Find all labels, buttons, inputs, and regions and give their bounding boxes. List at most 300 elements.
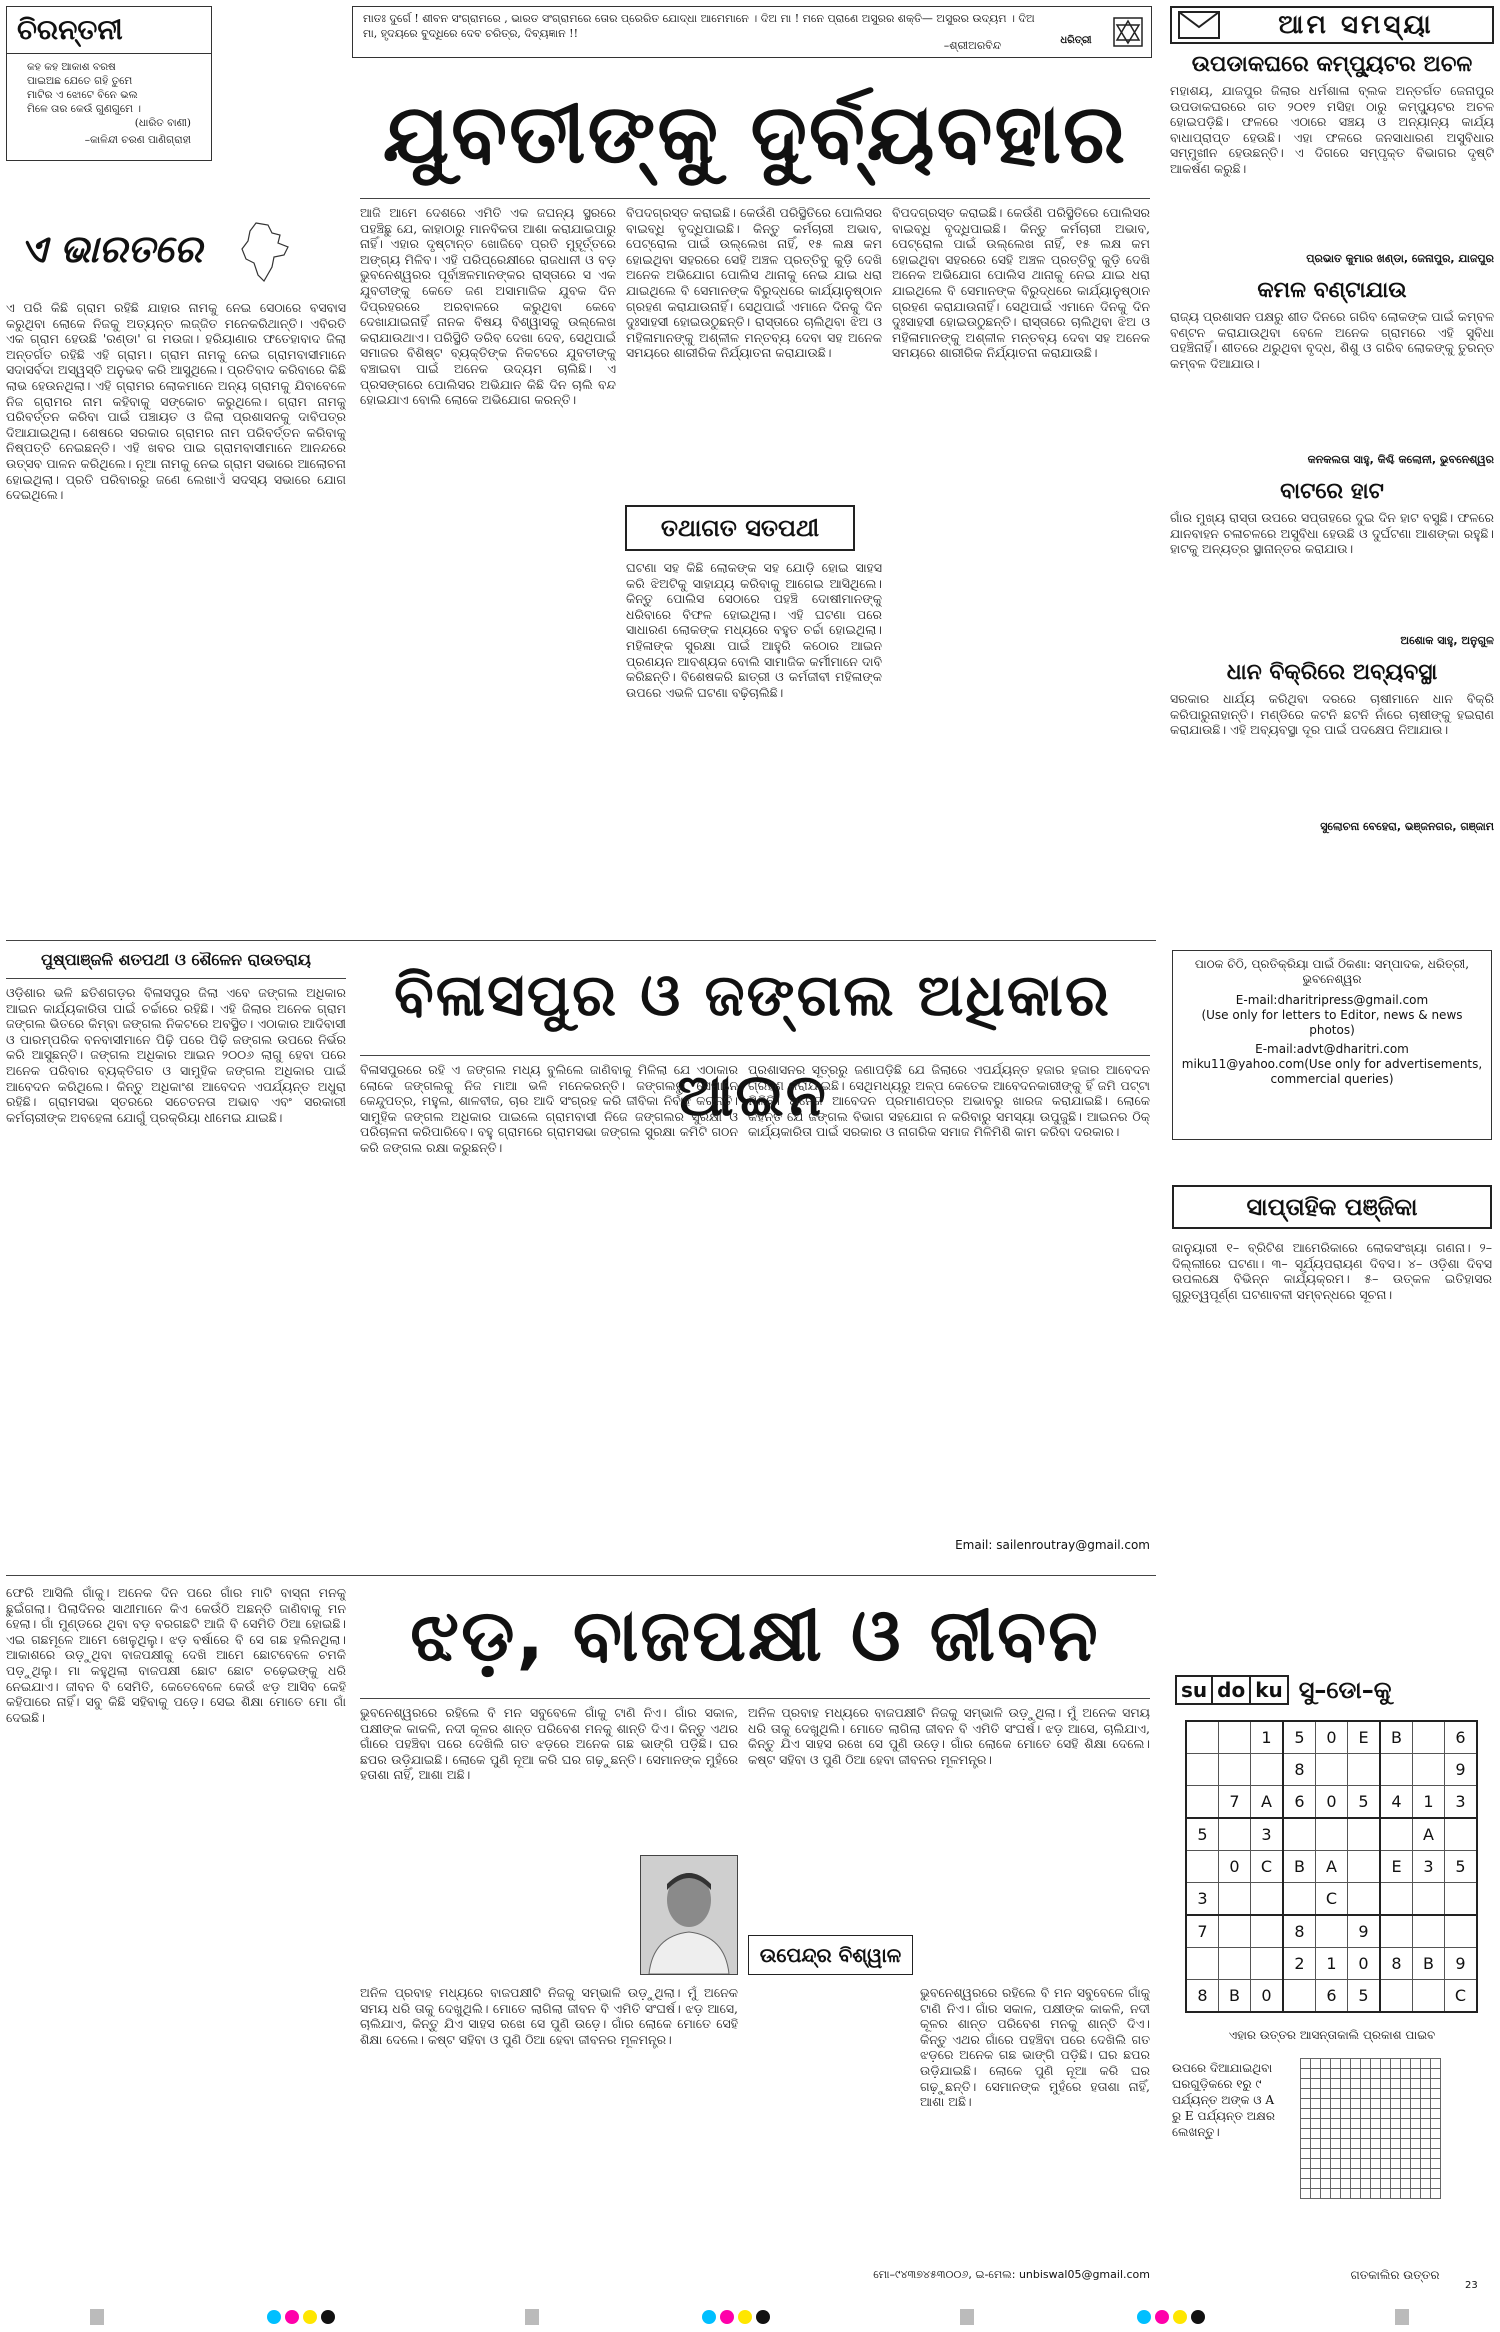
sudoku-cell: [1251, 1948, 1284, 1980]
answer-cell: [1401, 2129, 1411, 2139]
answer-cell: [1341, 2189, 1351, 2199]
answer-cell: [1411, 2079, 1421, 2089]
answer-cell: [1361, 2109, 1371, 2119]
answer-cell: [1351, 2119, 1361, 2129]
pushpanjali-byline: ପୁଷ୍ପାଞ୍ଜଳି ଶତପଥୀ ଓ ଶୈଳେନ ରାଉତରାୟ: [41, 950, 311, 969]
answer-cell: [1371, 2179, 1381, 2189]
chirantani-line: କହ କହ ଆକାଶ ବରଷ: [27, 61, 116, 73]
answer-cell: [1431, 2089, 1441, 2099]
answer-cell: [1351, 2179, 1361, 2189]
answer-cell: [1331, 2139, 1341, 2149]
lead-headline: ଯୁବତୀଙ୍କୁ ଦୁର୍ବ୍ୟବହାର: [382, 87, 1128, 182]
answer-cell: [1301, 2069, 1311, 2079]
answer-cell: [1321, 2099, 1331, 2109]
answer-cell: [1301, 2159, 1311, 2169]
answer-cell: [1401, 2059, 1411, 2069]
answer-row: [1301, 2059, 1441, 2069]
answer-cell: [1431, 2099, 1441, 2109]
answer-cell: [1311, 2139, 1321, 2149]
answer-cell: [1361, 2189, 1371, 2199]
answer-cell: [1301, 2059, 1311, 2069]
jhada-footer: ମୋ–୯୪୩୭୪୫୩୦୦୬, ଇ-ମେଲ: unbiswal05@gmail.com: [873, 2268, 1150, 2281]
sudoku-cell: 9: [1445, 1948, 1478, 1980]
answer-cell: [1341, 2159, 1351, 2169]
item4-title: ଧାନ ବିକ୍ରିରେ ଅବ୍ୟବସ୍ଥା: [1226, 660, 1438, 685]
answer-cell: [1341, 2109, 1351, 2119]
answer-cell: [1331, 2169, 1341, 2179]
sudoku-cell: 5: [1186, 1818, 1219, 1851]
answer-cell: [1421, 2109, 1431, 2119]
sudoku-cell: 6: [1316, 1980, 1348, 2013]
gray-block: [90, 2309, 104, 2325]
sudoku-cell: [1219, 1915, 1251, 1948]
answer-cell: [1361, 2169, 1371, 2179]
answer-cell: [1431, 2159, 1441, 2169]
sudoku-cell: [1348, 1851, 1381, 1883]
answer-cell: [1331, 2179, 1341, 2189]
answer-cell: [1311, 2149, 1321, 2159]
sudoku-cell: 6: [1445, 1721, 1478, 1754]
answer-cell: [1421, 2059, 1431, 2069]
sudoku-cell: [1348, 1883, 1381, 1916]
answer-cell: [1351, 2129, 1361, 2139]
answer-cell: [1371, 2169, 1381, 2179]
lead-body-col2b: ଘଟଣା ସହ କିଛି ଲୋକଙ୍କ ସହ ଯୋଡ଼ି ହୋଇ ସାହସ କରି ଝିଅଟିକୁ ସାହାଯ୍ୟ କରିବାକୁ ଆଗେଇ ଆସିଥିଲେ। କିନ୍ତୁ ପୋଲିସ ସେଠାରେ ପହଞ୍ଚି ଦୋଷୀମାନଙ୍କୁ ଧରିବାରେ ବିଫଳ ହୋଇଥିଲା। ଏହି ଘଟଣା ପରେ ସାଧାରଣ ଲୋକଙ୍କ ମଧ୍ୟରେ ବହୁତ ଚର୍ଚ୍ଚା ହୋଇଥିଲା। ମହିଳାଙ୍କ ସୁରକ୍ଷା ପାଇଁ ଆହୁରି କଠୋର ଆଇନ ପ୍ରଣୟନ ଆବଶ୍ୟକ ବୋଲି ସାମାଜିକ କର୍ମୀମାନେ ଦାବି କରିଛନ୍ତି। ବିଶେଷକରି ଛାତ୍ରୀ ଓ କର୍ମଜୀବୀ ମହିଳାଙ୍କ ଉପରେ ଏଭଳି ଘଟଣା ବଢ଼ିଚାଲିଛି।: [626, 560, 882, 700]
answer-cell: [1391, 2069, 1401, 2079]
sudoku-title-ku: ku: [1251, 1675, 1289, 1705]
author-name-box: [748, 1935, 913, 1975]
answer-cell: [1321, 2119, 1331, 2129]
answer-cell: [1331, 2109, 1341, 2119]
answer-cell: [1361, 2119, 1371, 2129]
sudoku-cell: [1445, 1915, 1478, 1948]
sudoku-cell: 0: [1316, 1721, 1348, 1754]
answer-cell: [1411, 2069, 1421, 2079]
answer-cell: [1411, 2129, 1421, 2139]
answer-cell: [1431, 2189, 1441, 2199]
ebharat-header: [6, 215, 346, 295]
jhada-divider: [360, 1698, 1150, 1699]
answer-cell: [1401, 2189, 1411, 2199]
sudoku-cell: 0: [1348, 1948, 1381, 1980]
answer-cell: [1421, 2169, 1431, 2179]
answer-cell: [1371, 2139, 1381, 2149]
panjika-body: ଜାନୁୟାରୀ ୧– ବ୍ରିଟିଶ ଆମେରିକାରେ ଲୋକସଂଖ୍ୟା ଗଣନା। ୨– ଦିଲ୍ଲୀରେ ଘଟଣା। ୩– ସୂର୍ଯ୍ୟପରାୟଣ ଦିବସ। ୪– ଓଡ଼ିଶା ଦିବସ ଉପଲକ୍ଷେ ବିଭିନ୍ନ କାର୍ଯ୍ୟକ୍ରମ। ୫– ଉତ୍କଳ ଇତିହାସର ଗୁରୁତ୍ୱପୂର୍ଣ୍ଣ ଘଟଣାବଳୀ ସମ୍ବନ୍ଧରେ ସୂଚନା।: [1172, 1240, 1492, 1302]
answer-cell: [1361, 2099, 1371, 2109]
answer-cell: [1331, 2119, 1341, 2129]
sudoku-title-or: ସୁ–ଡୋ–କୁ: [1298, 1676, 1392, 1704]
answer-cell: [1401, 2099, 1411, 2109]
answer-cell: [1341, 2079, 1351, 2089]
answer-cell: [1331, 2159, 1341, 2169]
answer-cell: [1381, 2129, 1391, 2139]
sudoku-cell: [1413, 1915, 1445, 1948]
author-name: ଉପେନ୍ଦ୍ର ବିଶ୍ୱାଳ: [759, 1943, 902, 1967]
lead-divider: [360, 198, 1150, 199]
answer-cell: [1321, 2109, 1331, 2119]
answer-cell: [1301, 2189, 1311, 2199]
sudoku-cell: 3: [1251, 1818, 1284, 1851]
answer-cell: [1321, 2129, 1331, 2139]
bilaspur-headline: ବିଳାସପୁର ଓ ଜଙ୍ଗଲ ଅଧିକାର ଆଇନ: [394, 961, 1111, 1129]
answer-cell: [1401, 2079, 1411, 2089]
answer-cell: [1361, 2149, 1371, 2159]
sudoku-row: [1186, 1883, 1477, 1916]
sudoku-cell: [1186, 1948, 1219, 1980]
answer-cell: [1431, 2079, 1441, 2089]
answer-cell: [1371, 2099, 1381, 2109]
answer-cell: [1321, 2069, 1331, 2079]
answer-cell: [1421, 2159, 1431, 2169]
sudoku-cell: [1380, 1754, 1413, 1786]
answer-cell: [1361, 2089, 1371, 2099]
lead-body-col2: ବିପଦଗ୍ରସ୍ତ କରାଇଛି। କେଉଁଣି ପରିସ୍ଥିତିରେ ପୋଲିସର ବାଇବ୍ଧି ବୃଦ୍ଧିପାଇଛି। କିନ୍ତୁ କର୍ମଚାରୀ ଅଭାବ, ପେଟ୍ରୋଲ ପାଇଁ ଉଲ୍ଲେଖ ନାହିଁ, ୧୫ ଲକ୍ଷ କମ ହୋଇଥିବା ସହରରେ ସେହି ଅଞ୍ଚଳ ପ୍ରତ୍ତିବୁ କୁଡ଼ି ଦେଖି ଅନେକ ଅଭିଯୋଗ ପୋଲିସ ଥାନାକୁ ନେଇ ଯାଇ ଧରା ଯାଇଥିଲେ ବି ସେମାନଙ୍କ ବିରୁଦ୍ଧରେ କାର୍ଯ୍ୟାନୁଷ୍ଠାନ ଗ୍ରହଣ କରାଯାଉନାହିଁ। ସେଥିପାଇଁ ଏମାନେ ଦିନକୁ ଦିନ ଦୁଃସାହସୀ ହୋଇଉଠୁଛନ୍ତି। ରାସ୍ତାରେ ଚାଲିଥିବା ଝିଅ ଓ ମହିଳାମାନଙ୍କୁ ଅଶ୍ଳୀଳ ମନ୍ତବ୍ୟ ଦେବା ସହ ଅନେକ ସମୟରେ ଶାରୀରିକ ନିର୍ଯ୍ୟାତନା କରାଯାଉଛି।: [626, 205, 882, 361]
india-map-icon: [228, 219, 298, 289]
answer-cell: [1381, 2079, 1391, 2089]
panjika-title-box: [1172, 1185, 1492, 1229]
answer-cell: [1391, 2079, 1401, 2089]
chirantani-line: ମିଳେ ତାର କେଉଁ ଗୁଣଗୁମେ ।: [27, 103, 142, 115]
answer-cell: [1411, 2139, 1421, 2149]
answer-cell: [1401, 2179, 1411, 2189]
answer-cell: [1351, 2069, 1361, 2079]
sudoku-row: [1186, 1721, 1477, 1754]
answer-row: [1301, 2149, 1441, 2159]
answer-cell: [1391, 2139, 1401, 2149]
envelope-icon: [1178, 11, 1220, 39]
item3-sign: ଅଶୋକ ସାହୁ, ଅନୁଗୁଳ: [1400, 634, 1494, 647]
answer-cell: [1321, 2179, 1331, 2189]
sudoku-cell: B: [1219, 1980, 1251, 2013]
sudoku-cell: B: [1413, 1948, 1445, 1980]
answer-cell: [1351, 2159, 1361, 2169]
sudoku-cell: 1: [1316, 1948, 1348, 1980]
answer-cell: [1431, 2109, 1441, 2119]
answer-cell: [1391, 2159, 1401, 2169]
contact-box: [1172, 950, 1492, 1140]
answer-cell: [1391, 2119, 1401, 2129]
ebharat-title: ଏ ଭାରତରେ: [20, 227, 203, 271]
ebharat-body: ଏ ପରି କିଛି ଗ୍ରାମ ରହିଛି ଯାହାର ନାମକୁ ନେଇ ସେଠାରେ ବସବାସ କରୁଥିବା ଲୋକେ ନିଜକୁ ଅତ୍ୟନ୍ତ ଲଜ୍ଜିତ ମନେକରିଥାନ୍ତି। ଏବିରତି ଏକ ଗ୍ରାମ ହେଉଛି 'ରଣ୍ଡା' ଗ ମଉଜା। ହରିୟାଣାର ଫତେହାବାଦ ଜିଲା ଅନ୍ତର୍ଗତ ରହିଛି ଏହି ଗ୍ରାମ। ଗ୍ରାମ ନାମକୁ ନେଇ ଗ୍ରାମବାସୀମାନେ ସଦାସର୍ବଦା ଅସ୍ୱସ୍ତି ଅନୁଭବ କରି ଆସୁଥିଲେ। ପ୍ରତିବାଦ କରିବାରେ କିଛି ଲାଭ ହେଉନଥିଲା। ଏହି ଗ୍ରାମର ଲୋକମାନେ ଅନ୍ୟ ଗ୍ରାମକୁ ଯିବାବେଳେ ନିଜ ଗ୍ରାମର ନାମ କହିବାକୁ ସଙ୍କୋଚ କରୁଥିଲେ। ଗ୍ରାମ ନାମକୁ ପରିବର୍ତ୍ତନ କରିବା ପାଇଁ ପଞ୍ଚାୟତ ଓ ଜିଲା ପ୍ରଶାସନକୁ ଦାବିପତ୍ର ଦିଆଯାଇଥିଲା। ଶେଷରେ ସରକାର ଗ୍ରାମର ନାମ ପରିବର୍ତ୍ତନ କରିବାକୁ ନିଷ୍ପତ୍ତି ନେଇଛନ୍ତି। ଏହି ଖବର ପାଇ ଗ୍ରାମବାସୀମାନେ ଆନନ୍ଦରେ ଉତ୍ସବ ପାଳନ କରିଥିଲେ। ନୂଆ ନାମକୁ ନେଇ ଗ୍ରାମ ସଭାରେ ଆଲୋଚନା ହୋଇଥିଲା। ପ୍ରତି ପରିବାରରୁ ଜଣେ ଲେଖାଏଁ ସଦସ୍ୟ ସଭାରେ ଯୋଗ ଦେଇଥିଲେ।: [6, 300, 346, 503]
answer-cell: [1421, 2149, 1431, 2159]
answer-cell: [1431, 2169, 1441, 2179]
answer-cell: [1391, 2059, 1401, 2069]
cmyk-dots: [1135, 2309, 1207, 2328]
sudoku-cell: A: [1413, 1818, 1445, 1851]
jhada-col3: ଅନିଳ ପ୍ରବାହ ମଧ୍ୟରେ ବାଜପକ୍ଷୀଟି ନିଜକୁ ସମ୍ଭାଳି ଉଡ଼ୁଥିଲା। ମୁଁ ଅନେକ ସମୟ ଧରି ତାକୁ ଦେଖୁଥିଲି। ମୋତେ ଲାଗିଲା ଜୀବନ ବି ଏମିତି ସଂଘର୍ଷ। ଝଡ଼ ଆସେ, ଚାଲିଯାଏ, କିନ୍ତୁ ଯିଏ ସାହସ ରଖେ ସେ ପୁଣି ଉଡ଼େ। ଗାଁର ଲୋକେ ମୋତେ ସେହି ଶିକ୍ଷା ଦେଲେ। କଷ୍ଟ ସହିବା ଓ ପୁଣି ଠିଆ ହେବା ଜୀବନର ମୂଳମନ୍ତ୍ର।: [748, 1705, 1150, 1767]
sudoku-cell: 8: [1380, 1948, 1413, 1980]
author-photo: [640, 1855, 738, 1975]
answer-cell: [1331, 2059, 1341, 2069]
sudoku-cell: [1251, 1754, 1284, 1786]
item3-body: ଗାଁର ମୁଖ୍ୟ ରାସ୍ତା ଉପରେ ସପ୍ତାହରେ ଦୁଇ ଦିନ ହାଟ ବସୁଛି। ଫଳରେ ଯାନବାହନ ଚଳାଚଳରେ ଅସୁବିଧା ହେଉଛି ଓ ଦୁର୍ଘଟଣା ଆଶଙ୍କା ରହୁଛି। ହାଟକୁ ଅନ୍ୟତ୍ର ସ୍ଥାନାନ୍ତର କରାଯାଉ।: [1170, 510, 1494, 557]
answer-cell: [1401, 2109, 1411, 2119]
sudoku-cell: C: [1445, 1980, 1478, 2013]
answer-cell: [1421, 2069, 1431, 2079]
answer-cell: [1381, 2069, 1391, 2079]
answer-cell: [1421, 2189, 1431, 2199]
answer-cell: [1351, 2089, 1361, 2099]
answer-cell: [1411, 2119, 1421, 2129]
answer-cell: [1331, 2129, 1341, 2139]
gray-block: [960, 2309, 974, 2325]
answer-cell: [1411, 2159, 1421, 2169]
answer-cell: [1301, 2179, 1311, 2189]
quote-text: ମାତଃ ଦୁର୍ଗେ ! ଶୀବନ ସଂଗ୍ରାମରେ , ଭାରତ ସଂଗ୍ରାମରେ ତୋର ପ୍ରେରିତ ଯୋଦ୍ଧା ଆମେମାନେ । ଦିଅ ମା ! ମନେ ପ୍ରାଣେ ଅସୁରର ଶକ୍ତି— ଅସୁରର ଉଦ୍ୟମ । ଦିଅ ମା, ହୃଦୟରେ ବୁଦ୍ଧିରେ ଦେବ ଚରିତ୍ର, ଦିବ୍ୟଜ୍ଞାନ !!: [363, 12, 1035, 40]
answer-cell: [1381, 2059, 1391, 2069]
answer-cell: [1371, 2079, 1381, 2089]
sudoku-cell: [1445, 1818, 1478, 1851]
answer-cell: [1351, 2109, 1361, 2119]
sudoku-title-su: su: [1175, 1675, 1213, 1705]
sudoku-row: [1186, 1851, 1477, 1883]
answer-cell: [1311, 2109, 1321, 2119]
answer-cell: [1341, 2089, 1351, 2099]
answer-row: [1301, 2159, 1441, 2169]
sudoku-grid: [1185, 1720, 1478, 2013]
sudoku-rules: ଉପରେ ଦିଆଯାଇଥିବା ଘରଗୁଡ଼ିକରେ ୧ରୁ ୯ ପର୍ଯ୍ୟନ୍ତ ଅଙ୍କ ଓ A ରୁ E ପର୍ଯ୍ୟନ୍ତ ଅକ୍ଷର ଲେଖନ୍ତୁ।: [1172, 2061, 1275, 2139]
contact-email-3[interactable]: miku11@yahoo.com(Use only for advertisements, commercial queries): [1181, 1057, 1483, 1086]
answer-cell: [1301, 2139, 1311, 2149]
answer-grid: [1300, 2058, 1441, 2199]
answer-cell: [1421, 2129, 1431, 2139]
answer-cell: [1361, 2069, 1371, 2079]
sudoku-cell: [1348, 1818, 1381, 1851]
dharitri-logo: [1051, 13, 1101, 46]
sudoku-cell: [1348, 1754, 1381, 1786]
answer-cell: [1341, 2119, 1351, 2129]
answer-row: [1301, 2099, 1441, 2109]
answer-cell: [1411, 2089, 1421, 2099]
sudoku-cell: [1316, 1915, 1348, 1948]
aama-samasya-banner: [1170, 6, 1494, 44]
answer-row: [1301, 2189, 1441, 2199]
answer-row: [1301, 2079, 1441, 2089]
sudoku-cell: 5: [1445, 1851, 1478, 1883]
answer-cell: [1431, 2129, 1441, 2139]
sudoku-cell: A: [1316, 1851, 1348, 1883]
sudoku-cell: [1413, 1754, 1445, 1786]
chirantani-title: ଚିରନ୍ତନୀ: [7, 7, 211, 54]
sudoku-cell: [1186, 1721, 1219, 1754]
sudoku-cell: 1: [1251, 1721, 1284, 1754]
item3-title: ବାଟରେ ହାଟ: [1280, 479, 1384, 504]
sudoku-cell: 2: [1283, 1948, 1316, 1980]
registration-marks: [0, 2305, 1500, 2329]
answer-row: [1301, 2139, 1441, 2149]
answer-cell: [1371, 2119, 1381, 2129]
contact-email-1[interactable]: E-mail:dharitripress@gmail.com: [1235, 993, 1429, 1007]
answer-cell: [1371, 2129, 1381, 2139]
answer-cell: [1401, 2069, 1411, 2079]
logo-text: ଧରିତ୍ରୀ: [1060, 35, 1092, 46]
sudoku-row: [1186, 1786, 1477, 1819]
sudoku-cell: [1219, 1754, 1251, 1786]
answer-cell: [1341, 2099, 1351, 2109]
quote-box: [352, 6, 1152, 58]
jhada-col3b: ଭୁବନେଶ୍ୱରରେ ରହିଲେ ବି ମନ ସବୁବେଳେ ଗାଁକୁ ଟାଣି ନିଏ। ଗାଁର ସକାଳ, ପକ୍ଷୀଙ୍କ କାକଳି, ନଦୀ କୂଳର ଶାନ୍ତ ପରିବେଶ ମନକୁ ଶାନ୍ତି ଦିଏ। କିନ୍ତୁ ଏଥର ଗାଁରେ ପହଞ୍ଚିବା ପରେ ଦେଖିଲି ଗତ ଝଡ଼ରେ ଅନେକ ଗଛ ଭାଙ୍ଗି ପଡ଼ିଛି। ଘର ଛପର ଉଡ଼ିଯାଇଛି। ଲୋକେ ପୁଣି ନୂଆ କରି ଘର ଗଢ଼ୁଛନ୍ତି। ସେମାନଙ୍କ ମୁହଁରେ ହତାଶା ନାହିଁ, ଆଶା ଅଛି।: [920, 1985, 1150, 2110]
answer-cell: [1321, 2189, 1331, 2199]
answer-cell: [1391, 2189, 1401, 2199]
sudoku-cell: 6: [1283, 1786, 1316, 1819]
gray-block: [525, 2309, 539, 2325]
answer-cell: [1341, 2149, 1351, 2159]
answer-cell: [1321, 2139, 1331, 2149]
contact-email-2[interactable]: E-mail:advt@dharitri.com: [1255, 1042, 1409, 1056]
sudoku-cell: 0: [1316, 1786, 1348, 1819]
chirantani-box: [6, 6, 212, 161]
answer-cell: [1381, 2109, 1391, 2119]
answer-cell: [1311, 2099, 1321, 2109]
sudoku-cell: [1380, 1818, 1413, 1851]
answer-cell: [1401, 2119, 1411, 2129]
sudoku-row: [1186, 1754, 1477, 1786]
sudoku-cell: [1380, 1980, 1413, 2013]
answer-cell: [1301, 2119, 1311, 2129]
answer-cell: [1361, 2129, 1371, 2139]
answer-cell: [1311, 2059, 1321, 2069]
answer-row: [1301, 2109, 1441, 2119]
cheli-body: ଫେରି ଆସିଲି ଗାଁକୁ। ଅନେକ ଦିନ ପରେ ଗାଁର ମାଟି ବାସ୍ନା ମନକୁ ଛୁଇଁଗଲା। ପିଲାଦିନର ସାଥୀମାନେ କିଏ କେଉଁଠି ଅଛନ୍ତି ଜାଣିବାକୁ ମନ ହେଲା। ଗାଁ ମୁଣ୍ଡରେ ଥିବା ବଡ଼ ବରଗଛଟି ଆଜି ବି ସେମିତି ଠିଆ ହୋଇଛି। ଏଇ ଗଛମୂଳେ ଆମେ ଖେଳୁଥିଲୁ। ଝଡ଼ ବର୍ଷାରେ ବି ସେ ଗଛ ହଲିନଥିଲା। ଆକାଶରେ ଉଡ଼ୁଥିବା ବାଜପକ୍ଷୀକୁ ଦେଖି ଆମେ ଛୋଟବେଳେ ଚମକି ପଡ଼ୁଥିଲୁ। ମା କହୁଥିଲା ବାଜପକ୍ଷୀ ଛୋଟ ଛୋଟ ଚଢ଼େଇଙ୍କୁ ଧରି ନେଇଯାଏ। ଜୀବନ ବି ସେମିତି, କେତେବେଳେ କେଉଁ ଝଡ଼ ଆସିବ କେହି କହିପାରେ ନାହିଁ। ସବୁ କିଛି ସହିବାକୁ ପଡ଼େ। ସେଇ ଶିକ୍ଷା ମୋତେ ମୋ ଗାଁ ଦେଇଛି।: [6, 1585, 346, 1725]
answer-row: [1301, 2129, 1441, 2139]
quote-author: –ଶ୍ରୀଅରବିନ୍ଦ: [943, 39, 1001, 52]
bilaspur-divider: [360, 1055, 1150, 1056]
sudoku-row: [1186, 1980, 1477, 2013]
answer-cell: [1321, 2149, 1331, 2159]
sudoku-cell: 4: [1380, 1786, 1413, 1819]
section-divider-2: [6, 1575, 1156, 1576]
sudoku-cell: 8: [1283, 1915, 1316, 1948]
answer-cell: [1301, 2109, 1311, 2119]
answer-cell: [1381, 2139, 1391, 2149]
sudoku-cell: B: [1283, 1851, 1316, 1883]
item1-sign: ପ୍ରଭାତ କୁମାର ଖଣ୍ଡା, ଜେନାପୁର, ଯାଜପୁର: [1306, 252, 1494, 265]
answer-cell: [1301, 2169, 1311, 2179]
answer-cell: [1361, 2139, 1371, 2149]
answer-cell: [1431, 2059, 1441, 2069]
answer-row: [1301, 2089, 1441, 2099]
bilaspur-email: Email: sailenroutray@gmail.com: [955, 1538, 1150, 1552]
answer-cell: [1371, 2159, 1381, 2169]
sudoku-cell: [1283, 1818, 1316, 1851]
sudoku-cell: 5: [1283, 1721, 1316, 1754]
sudoku-cell: [1219, 1721, 1251, 1754]
sudoku-cell: 9: [1348, 1915, 1381, 1948]
answer-cell: [1351, 2099, 1361, 2109]
sudoku-cell: [1316, 1754, 1348, 1786]
answer-cell: [1311, 2159, 1321, 2169]
answer-cell: [1341, 2169, 1351, 2179]
chirantani-line: ପାଇଅଛ ଯେତେ ଗହି ତୁମେ: [27, 75, 133, 87]
answer-cell: [1381, 2089, 1391, 2099]
chirantani-author: –କାଳିନ୍ଦୀ ଚରଣ ପାଣିଗ୍ରାହୀ: [84, 134, 191, 146]
sudoku-cell: 5: [1348, 1980, 1381, 2013]
lead-byline-box: [625, 505, 855, 551]
section-divider-1: [6, 940, 1156, 941]
sudoku-note: ଏହାର ଉତ୍ତର ଆସନ୍ତାକାଲି ପ୍ରକାଶ ପାଇବ: [1228, 2028, 1436, 2042]
answer-cell: [1421, 2119, 1431, 2129]
answer-cell: [1421, 2099, 1431, 2109]
sudoku-cell: E: [1348, 1721, 1381, 1754]
answer-cell: [1311, 2179, 1321, 2189]
answer-cell: [1431, 2139, 1441, 2149]
sudoku-cell: 8: [1283, 1754, 1316, 1786]
answer-cell: [1361, 2079, 1371, 2089]
answer-cell: [1401, 2139, 1411, 2149]
sudoku-cell: [1380, 1915, 1413, 1948]
answer-cell: [1361, 2179, 1371, 2189]
answer-cell: [1381, 2179, 1391, 2189]
answer-cell: [1381, 2189, 1391, 2199]
answer-cell: [1421, 2079, 1431, 2089]
sudoku-cell: [1413, 1883, 1445, 1916]
answer-cell: [1401, 2169, 1411, 2179]
answer-cell: [1391, 2129, 1401, 2139]
answer-cell: [1351, 2079, 1361, 2089]
answer-cell: [1361, 2059, 1371, 2069]
answer-cell: [1391, 2149, 1401, 2159]
sudoku-cell: 7: [1219, 1786, 1251, 1819]
answer-cell: [1401, 2159, 1411, 2169]
answer-cell: [1371, 2069, 1381, 2079]
answer-cell: [1391, 2099, 1401, 2109]
sudoku-cell: [1380, 1883, 1413, 1916]
sudoku-cell: C: [1251, 1851, 1284, 1883]
answer-cell: [1301, 2099, 1311, 2109]
sudoku-title-do: do: [1213, 1675, 1251, 1705]
sudoku-cell: [1186, 1786, 1219, 1819]
answer-cell: [1311, 2129, 1321, 2139]
chirantani-line: (ଧାରିତ ବାଣୀ): [134, 117, 191, 129]
answer-cell: [1411, 2169, 1421, 2179]
sudoku-cell: [1316, 1818, 1348, 1851]
answer-cell: [1351, 2169, 1361, 2179]
sudoku-cell: [1186, 1851, 1219, 1883]
sudoku-cell: C: [1316, 1883, 1348, 1916]
sudoku-cell: 8: [1186, 1980, 1219, 2013]
answer-cell: [1381, 2099, 1391, 2109]
answer-row: [1301, 2119, 1441, 2129]
answer-cell: [1371, 2109, 1381, 2119]
answer-cell: [1431, 2179, 1441, 2189]
answer-cell: [1331, 2189, 1341, 2199]
sudoku-cell: 0: [1219, 1851, 1251, 1883]
answer-cell: [1341, 2059, 1351, 2069]
answer-cell: [1431, 2149, 1441, 2159]
answer-cell: [1321, 2159, 1331, 2169]
panjika-title: ସାପ୍ତାହିକ ପଞ୍ଜିକା: [1246, 1193, 1418, 1221]
answer-cell: [1321, 2059, 1331, 2069]
sudoku-cell: [1251, 1915, 1284, 1948]
item1-title: ଉପଡାକଘରେ କମ୍ପ୍ୟୁଟର ଅଚଳ: [1191, 52, 1473, 77]
answer-cell: [1411, 2109, 1421, 2119]
answer-cell: [1391, 2179, 1401, 2189]
star-emblem-icon: [1113, 17, 1143, 47]
answer-cell: [1411, 2179, 1421, 2189]
answer-cell: [1341, 2069, 1351, 2079]
answer-cell: [1341, 2139, 1351, 2149]
sudoku-cell: 0: [1251, 1980, 1284, 2013]
sudoku-cell: [1219, 1883, 1251, 1916]
jhada-headline: ଝଡ଼, ବାଜପକ୍ଷୀ ଓ ଜୀବନ: [410, 1593, 1100, 1677]
answer-cell: [1301, 2079, 1311, 2089]
answer-cell: [1301, 2089, 1311, 2099]
sudoku-row: [1186, 1818, 1477, 1851]
jhada-col2: ଭୁବନେଶ୍ୱରରେ ରହିଲେ ବି ମନ ସବୁବେଳେ ଗାଁକୁ ଟାଣି ନିଏ। ଗାଁର ସକାଳ, ପକ୍ଷୀଙ୍କ କାକଳି, ନଦୀ କୂଳର ଶାନ୍ତ ପରିବେଶ ମନକୁ ଶାନ୍ତି ଦିଏ। କିନ୍ତୁ ଏଥର ଗାଁରେ ପହଞ୍ଚିବା ପରେ ଦେଖିଲି ଗତ ଝଡ଼ରେ ଅନେକ ଗଛ ଭାଙ୍ଗି ପଡ଼ିଛି। ଘର ଛପର ଉଡ଼ିଯାଇଛି। ଲୋକେ ପୁଣି ନୂଆ କରି ଘର ଗଢ଼ୁଛନ୍ତି। ସେମାନଙ୍କ ମୁହଁରେ ହତାଶା ନାହିଁ, ଆଶା ଅଛି।: [360, 1705, 738, 1783]
answer-cell: [1401, 2089, 1411, 2099]
sudoku-cell: [1219, 1948, 1251, 1980]
answer-cell: [1351, 2139, 1361, 2149]
